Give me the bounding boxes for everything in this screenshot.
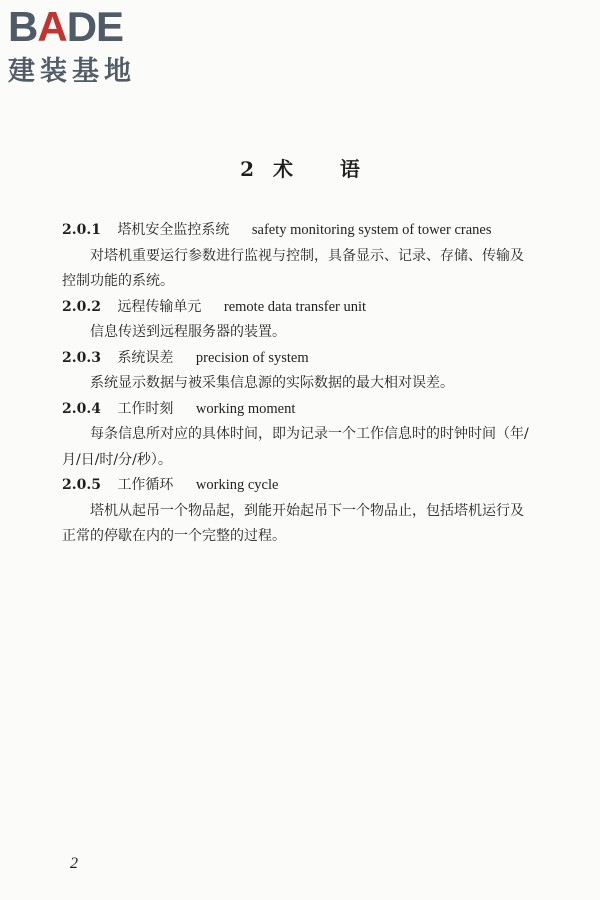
- logo-cn-text: 建装基地: [8, 56, 136, 87]
- term-en: remote data transfer unit: [223, 298, 367, 315]
- term-definition: 对塔机重要运行参数进行监视与控制，具备显示、记录、存储、传输及控制功能的系统。: [62, 247, 524, 289]
- term-entry: [62, 295, 534, 346]
- term-heading: [62, 346, 534, 372]
- term-number: 2.0.2: [62, 298, 101, 315]
- term-heading: [62, 473, 534, 499]
- term-entry: [62, 473, 534, 550]
- term-definition: 系统显示数据与被采集信息源的实际数据的最大相对误差。: [90, 375, 454, 391]
- chapter-title: [0, 154, 600, 184]
- term-heading: [62, 295, 534, 321]
- term-cn: 塔机安全监控系统: [117, 222, 230, 238]
- term-en: working moment: [195, 400, 296, 417]
- term-definition: 每条信息所对应的具体时间，即为记录一个工作信息时的时钟时间（年/月/日/时/分/秒）。: [62, 426, 529, 468]
- term-cn: 系统误差: [117, 349, 174, 366]
- term-entry: [62, 346, 534, 397]
- term-cn: 远程传输单元: [117, 298, 202, 315]
- term-definition: 塔机从起吊一个物品起，到能开始起吊下一个物品止，包括塔机运行及正常的停歇在内的一个完整的过程。: [62, 502, 524, 544]
- term-en: safety monitoring system of tower cranes: [251, 222, 492, 238]
- chapter-title-part2: 语: [339, 157, 360, 181]
- term-number: 2.0.4: [62, 400, 101, 417]
- term-en: precision of system: [195, 349, 309, 366]
- term-number: 2.0.1: [62, 222, 101, 238]
- terms-list: [62, 218, 534, 550]
- page-number: 2: [70, 855, 78, 872]
- chapter-number: 2: [240, 157, 254, 181]
- term-cn: 工作时刻: [117, 400, 174, 417]
- term-definition: 信息传送到远程服务器的装置。: [90, 324, 286, 340]
- term-entry: [62, 397, 534, 474]
- term-number: 2.0.5: [62, 477, 101, 493]
- term-cn: 工作循环: [117, 477, 174, 493]
- term-en: working cycle: [195, 477, 279, 493]
- term-number: 2.0.3: [62, 349, 101, 366]
- term-heading: [62, 218, 534, 244]
- bade-logo: [8, 4, 178, 90]
- chapter-title-part1: 术: [272, 157, 293, 181]
- logo-brand-text: BADE: [8, 3, 124, 50]
- term-entry: [62, 218, 534, 295]
- term-heading: [62, 397, 534, 423]
